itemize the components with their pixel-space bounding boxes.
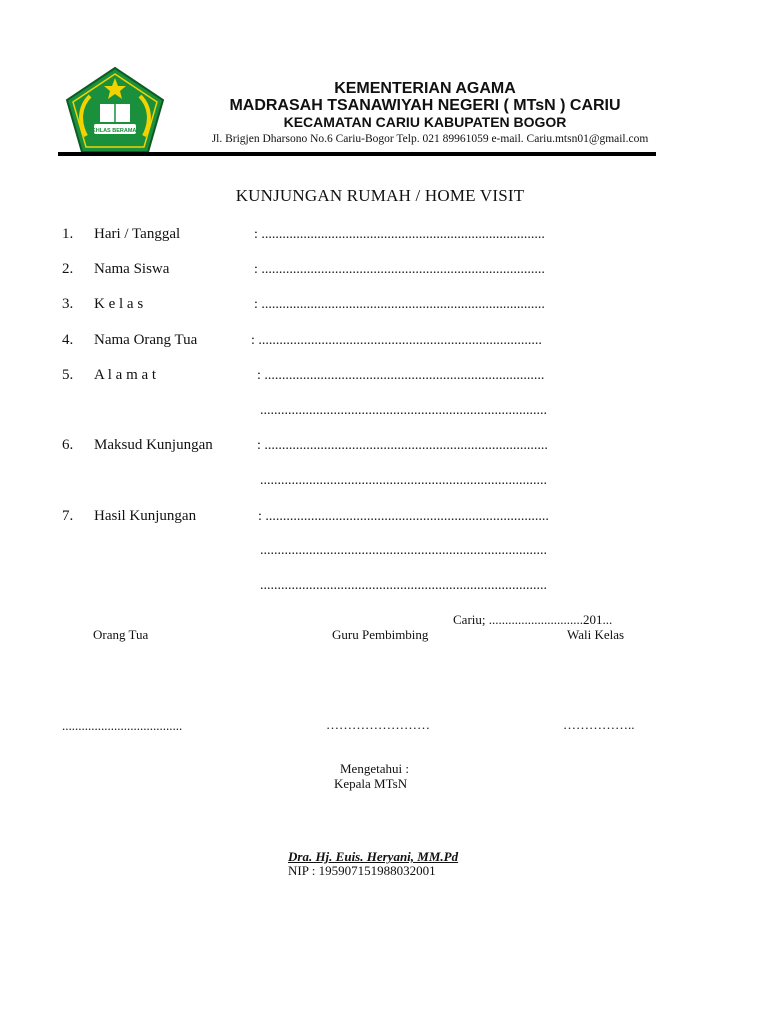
signer-wali: Wali Kelas [567,627,625,642]
field-number: 2. [62,261,74,277]
field-label-kelas: K e l a s [94,296,144,312]
sign-line-wali[interactable]: …………….. [563,717,635,732]
field-number: 1. [62,226,74,242]
kemenag-logo-icon [64,66,166,154]
field-value-hasil-kunjungan[interactable]: : ................................................................................. [258,509,549,524]
field-number: 5. [62,367,74,383]
field-value-maksud-kunjungan[interactable]: : ................................................................................. [257,438,548,453]
field-value-hari-tanggal[interactable]: : ................................................................................. [254,227,545,242]
sign-line-guru[interactable]: …………………… [326,717,430,732]
letterhead-ministry: KEMENTERIAN AGAMA [334,80,516,97]
field-value-kelas[interactable]: : ................................................................................. [254,297,545,312]
place-date[interactable]: Cariu; .............................201... [453,612,613,627]
head-title: Kepala MTsN [334,776,408,791]
field-label-hari-tanggal: Hari / Tanggal [94,226,181,242]
field-label-hasil-kunjungan: Hasil Kunjungan [94,508,197,524]
field-value-hasil-line3[interactable]: .................................................................................. [260,578,547,593]
signer-orang-tua: Orang Tua [93,627,149,642]
field-number: 3. [62,296,74,312]
field-value-alamat-line2[interactable]: .................................................................................. [260,403,547,418]
field-label-nama-siswa: Nama Siswa [94,261,170,277]
letterhead-divider [58,152,656,156]
field-value-nama-siswa[interactable]: : ................................................................................. [254,262,545,277]
signer-guru: Guru Pembimbing [332,627,429,642]
letterhead-school: MADRASAH TSANAWIYAH NEGERI ( MTsN ) CARIU [229,97,621,114]
field-number: 6. [62,437,74,453]
letterhead-district: KECAMATAN CARIU KABUPATEN BOGOR [283,114,567,130]
field-label-maksud-kunjungan: Maksud Kunjungan [94,437,213,453]
sign-line-orang-tua[interactable]: ..................................... [62,718,183,733]
letterhead-address: Jl. Brigjen Dharsono No.6 Cariu-Bogor Telp. 021 89961059 e-mail. Cariu.mtsn01@gmail.com [211,133,649,145]
head-name: Dra. Hj. Euis. Heryani, MM.Pd [288,849,459,864]
field-number: 4. [62,332,74,348]
field-label-alamat: A l a m a t [94,367,157,383]
field-value-alamat[interactable]: : ................................................................................ [257,368,545,383]
field-value-nama-orang-tua[interactable]: : ................................................................................. [251,333,542,348]
field-value-hasil-line2[interactable]: .................................................................................. [260,543,547,558]
field-number: 7. [62,508,74,524]
field-label-nama-orang-tua: Nama Orang Tua [94,332,198,348]
logo-motto: IKHLAS BERAMAL [90,128,140,134]
acknowledged-label: Mengetahui : [340,761,409,776]
head-nip: NIP : 195907151988032001 [288,863,436,878]
form-title: KUNJUNGAN RUMAH / HOME VISIT [235,186,525,205]
field-value-maksud-line2[interactable]: .................................................................................. [260,473,547,488]
